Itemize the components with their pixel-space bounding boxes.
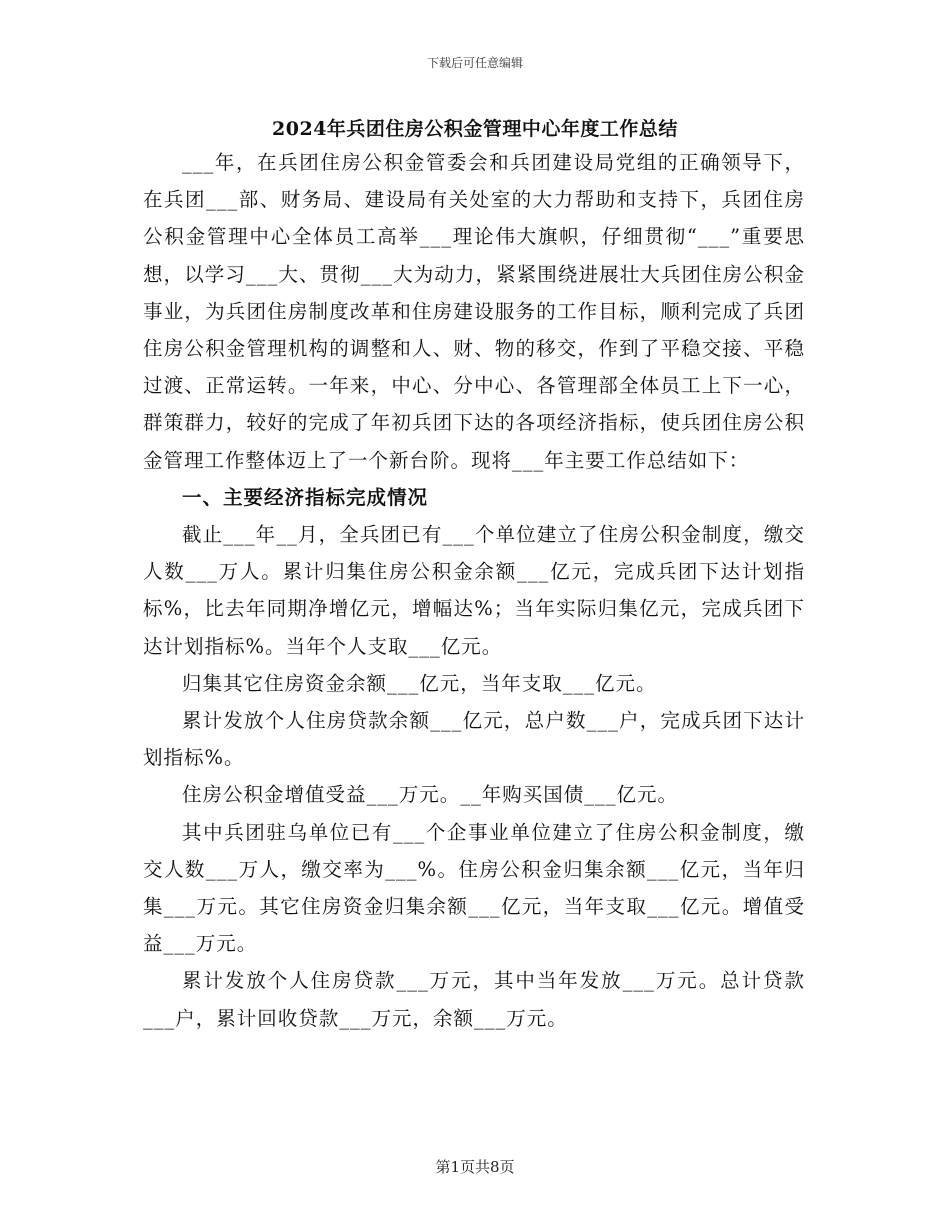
page-header-note: 下载后可任意编辑 bbox=[426, 56, 523, 70]
section-heading: 一、主要经济指标完成情况 bbox=[182, 485, 429, 509]
page-number: 第1页共8页 bbox=[435, 1158, 515, 1176]
body-paragraph: 住房公积金增值受益___万元。__年购买国债___亿元。 bbox=[182, 783, 679, 807]
intro-paragraph: ___年，在兵团住房公积金管委会和兵团建设局党组的正确领导下，在兵团___部、财务局、建设局有关处室的大力帮助和支持下，兵团住房公积金管理中心全体员工高举___理论伟大旗帜，仔细贯彻“___”重要思想，以学习___大、贯彻___大为动力，紧紧围绕进展壮大兵团住房公积金事业，为兵团住房制度改革和住房建设服务的工作目标，顺利完成了兵团住房公积金管理机构的调整和人、财、物的移交，作到了平稳交接、平稳过渡、正常运转。一年来，中心、分中心、各管理部全体员工上下一心，群策群力，较好的完成了年初兵团下达的各项经济指标，使兵团住房公积金管理工作整体迈上了一个新台阶。现将___年主要工作总结如下： bbox=[143, 151, 805, 472]
document-body bbox=[143, 144, 805, 1037]
document-title: 2024年兵团住房公积金管理中心年度工作总结 bbox=[272, 118, 678, 140]
body-paragraph: 累计发放个人住房贷款___万元，其中当年发放___万元。总计贷款___户，累计回收贷款___万元，余额___万元。 bbox=[143, 969, 805, 1030]
body-paragraph: 其中兵团驻乌单位已有___个企事业单位建立了住房公积金制度，缴交人数___万人，缴交率为___%。住房公积金归集余额___亿元，当年归集___万元。其它住房资金归集余额___亿元，当年支取___亿元。增值受益___万元。 bbox=[143, 820, 805, 956]
body-paragraph: 累计发放个人住房贷款余额___亿元，总户数___户，完成兵团下达计划指标%。 bbox=[143, 709, 805, 770]
body-paragraph: 截止___年__月，全兵团已有___个单位建立了住房公积金制度，缴交人数___万人。累计归集住房公积金余额___亿元，完成兵团下达计划指标%，比去年同期净增亿元，增幅达%；当年实际归集亿元，完成兵团下达计划指标%。当年个人支取___亿元。 bbox=[143, 523, 805, 658]
body-paragraph: 归集其它住房资金余额___亿元，当年支取___亿元。 bbox=[182, 671, 657, 695]
